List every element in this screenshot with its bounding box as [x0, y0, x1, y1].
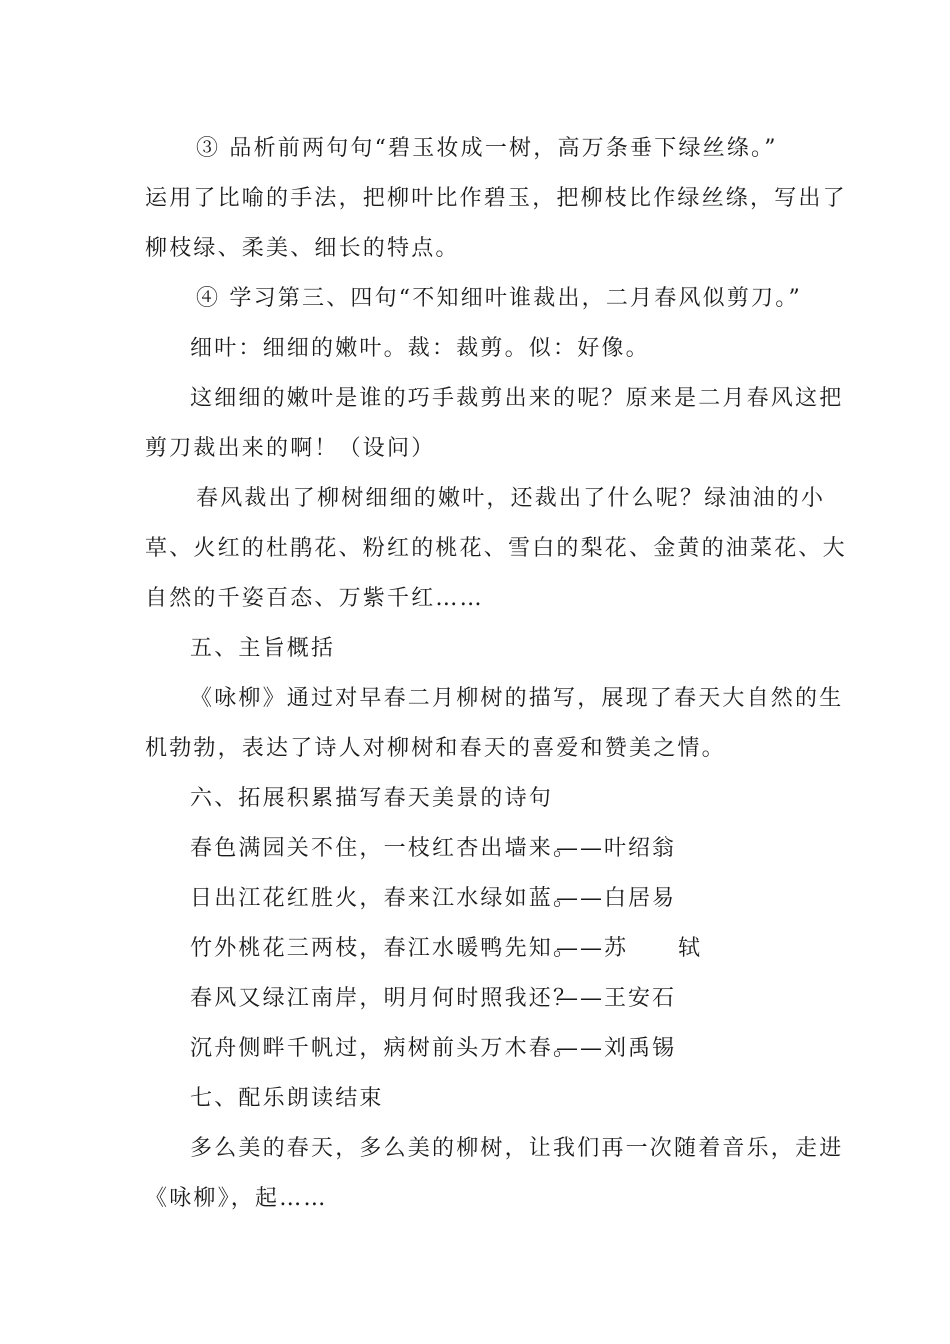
- poem-line: 春色满园关不住，一枝红杏出墙来。: [190, 836, 578, 861]
- section-heading-7: 七、配乐朗读结束: [190, 1086, 384, 1111]
- poem-author-part-2: 轼: [678, 936, 703, 961]
- paragraph-theme-line-1: 《咏柳》通过对早春二月柳树的描写，展现了春天大自然的生: [190, 686, 844, 711]
- poem-line: 日出江花红胜火，春来江水绿如蓝。: [190, 886, 578, 911]
- paragraph-closing-line-1: 多么美的春天，多么美的柳树，让我们再一次随着音乐，走进: [190, 1136, 844, 1161]
- poem-author-part-1: ——苏: [556, 936, 629, 961]
- paragraph-spring-line-1: 春风裁出了柳树细细的嫩叶，还裁出了什么呢？绿油油的小: [196, 486, 826, 511]
- section-heading-5: 五、主旨概括: [190, 636, 336, 661]
- paragraph-analysis-line-1: ③ 品析前两句句“碧玉妆成一树，高万条垂下绿丝绦。”: [196, 136, 778, 161]
- paragraph-closing-line-2: 《咏柳》，起……: [145, 1186, 328, 1211]
- poem-author: ——王安石: [556, 986, 677, 1011]
- paragraph-question-line-1: 这细细的嫩叶是谁的巧手裁剪出来的呢？原来是二月春风这把: [190, 386, 844, 411]
- paragraph-spring-line-3: 自然的千姿百态、万紫千红……: [145, 586, 484, 611]
- paragraph-spring-line-2: 草、火红的杜鹃花、粉红的桃花、雪白的梨花、金黄的油菜花、大: [145, 536, 847, 561]
- paragraph-question-line-2: 剪刀裁出来的啊！（设问）: [145, 436, 436, 461]
- poem-author: ——叶绍翁: [556, 836, 677, 861]
- poem-author: [556, 934, 702, 964]
- poem-line: 沉舟侧畔千帆过，病树前头万木春。: [190, 1036, 578, 1061]
- poem-author: ——刘禹锡: [556, 1036, 677, 1061]
- poem-line: 春风又绿江南岸，明月何时照我还？: [190, 986, 578, 1011]
- paragraph-glossary: 细叶：细细的嫩叶。裁：裁剪。似：好像。: [190, 336, 650, 361]
- paragraph-analysis-line-2: 运用了比喻的手法，把柳叶比作碧玉，把柳枝比作绿丝绦，写出了: [145, 186, 847, 211]
- section-heading-6: 六、拓展积累描写春天美景的诗句: [190, 786, 554, 811]
- paragraph-analysis-line-3: 柳枝绿、柔美、细长的特点。: [145, 236, 460, 261]
- paragraph-theme-line-2: 机勃勃，表达了诗人对柳树和春天的喜爱和赞美之情。: [145, 736, 726, 761]
- poem-line: 竹外桃花三两枝，春江水暖鸭先知。: [190, 936, 578, 961]
- paragraph-study-line-1: ④ 学习第三、四句“不知细叶谁裁出，二月春风似剪刀。”: [196, 286, 802, 311]
- poem-author: ——白居易: [556, 886, 677, 911]
